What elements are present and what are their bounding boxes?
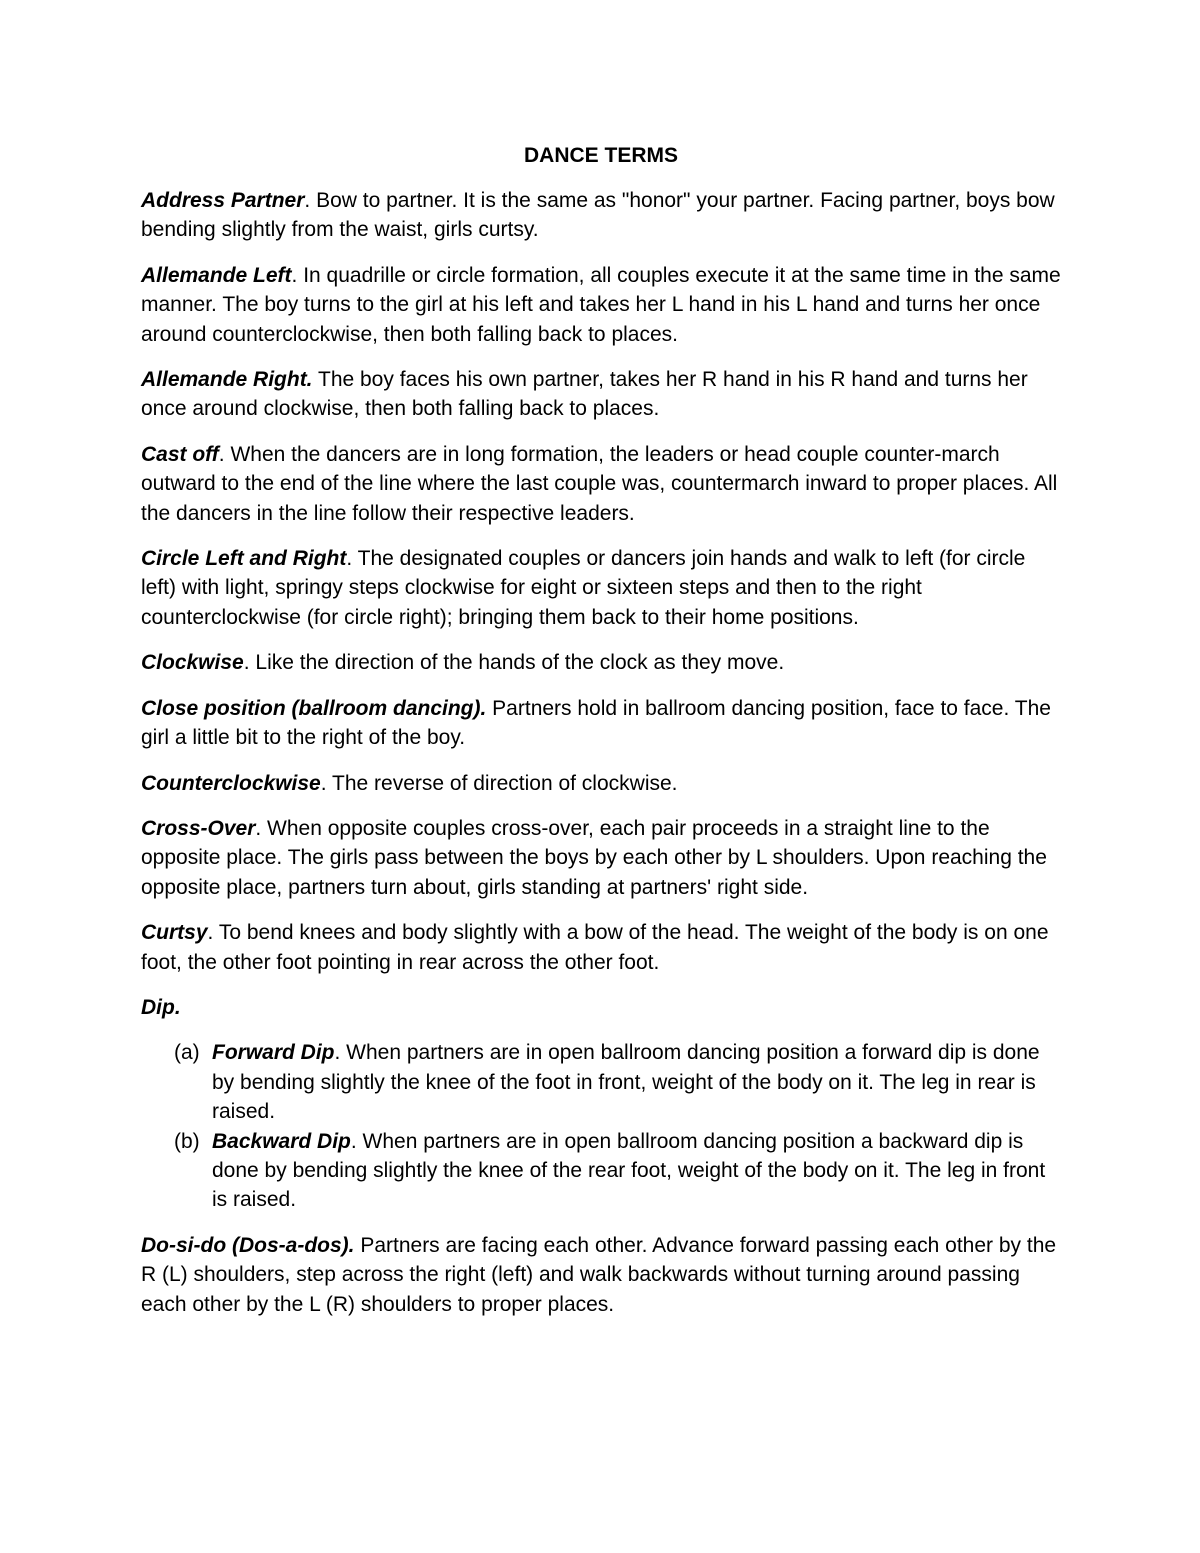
entry-allemande-right [141, 365, 1061, 424]
term-name: Address Partner [141, 189, 305, 212]
entry-close-position [141, 694, 1061, 753]
term-name: Backward Dip [212, 1129, 351, 1153]
entry-cross-over [141, 814, 1061, 902]
term-definition: . When opposite couples cross-over, each pair proceeds in a straight line to the opposite place. The girls pass between the boys by each other by L shoulders. Upon reaching the opposite place, partners turn about, girls standing at partners' right side. [141, 816, 1047, 899]
entry-dip [141, 993, 1061, 1022]
entry-counterclockwise [141, 769, 1061, 798]
term-name: Dip. [141, 995, 181, 1019]
term-definition: . The designated couples or dancers join hands and walk to left (for circle left) with light, springy steps clockwise for eight or sixteen steps and then to the right counterclockwise (for circle right); bringing them back to their home positions. [141, 547, 1026, 629]
term-list [141, 186, 1061, 1335]
entry-clockwise [141, 648, 1061, 677]
term-definition: . In quadrille or circle formation, all couples execute it at the same time in the same manner. The boy turns to the girl at his left and takes her L hand in his L hand and turns her once around counterclockwise, then both falling back to places. [141, 263, 1061, 346]
term-definition: . When the dancers are in long formation, the leaders or head couple counter-march outward to the end of the line where the last couple was, countermarch inward to proper places. All the dancers in the line follow their respective leaders. [141, 442, 1058, 525]
term-name: Close position (ballroom dancing). [141, 696, 487, 720]
entry-allemande-left [141, 261, 1061, 349]
entry-cast-off [141, 440, 1061, 528]
term-definition: The boy faces his own partner, takes her R hand in his R hand and turns her once around clockwise, then both falling back to places. [141, 368, 1028, 421]
list-item-forward-dip [141, 1038, 1061, 1126]
term-name: Forward Dip [212, 1041, 335, 1065]
list-marker: (b) [174, 1129, 200, 1153]
term-name: Allemande Left [141, 263, 292, 287]
page-title: DANCE TERMS [523, 144, 678, 167]
term-definition: . To bend knees and body slightly with a bow of the head. The weight of the body is on one foot, the other foot pointing in rear across the other foot. [141, 921, 1049, 974]
entry-do-si-do [141, 1231, 1061, 1319]
term-name: Counterclockwise [141, 771, 321, 795]
term-definition: . When partners are in open ballroom dancing position a backward dip is done by bending slightly the knee of the rear foot, weight of the body on it. The leg in front is raised. [212, 1129, 1046, 1212]
dip-sublist [141, 1038, 1061, 1214]
entry-address-partner [141, 186, 1061, 245]
term-name: Circle Left and Right [141, 547, 347, 571]
term-name: Clockwise [141, 651, 244, 675]
entry-circle-left-and-right [141, 544, 1061, 632]
term-name: Cast off [141, 442, 219, 466]
term-definition: Partners hold in ballroom dancing position, face to face. The girl a little bit to the right of the boy. [141, 696, 1051, 750]
list-marker: (a) [174, 1041, 200, 1065]
list-item-backward-dip [141, 1127, 1061, 1215]
entry-curtsy [141, 918, 1061, 977]
term-name: Cross-Over [141, 816, 256, 840]
term-definition: . The reverse of direction of clockwise. [320, 771, 678, 795]
term-definition: Partners are facing each other. Advance forward passing each other by the R (L) shoulders, step across the right (left) and walk backwards without turning around passing each other by the L (R) shoulders to proper places. [141, 1233, 1057, 1316]
term-name: Curtsy [141, 921, 208, 945]
term-definition: . Like the direction of the hands of the clock as they move. [243, 651, 785, 675]
term-name: Do-si-do (Dos-a-dos). [141, 1233, 355, 1257]
term-name: Allemande Right. [141, 368, 313, 392]
term-definition: . When partners are in open ballroom dancing position a forward dip is done by bending slightly the knee of the foot in front, weight of the body on it. The leg in rear is raised. [212, 1041, 1040, 1124]
term-definition: . Bow to partner. It is the same as "honor" your partner. Facing partner, boys bow bending slightly from the waist, girls curtsy. [141, 189, 1055, 242]
